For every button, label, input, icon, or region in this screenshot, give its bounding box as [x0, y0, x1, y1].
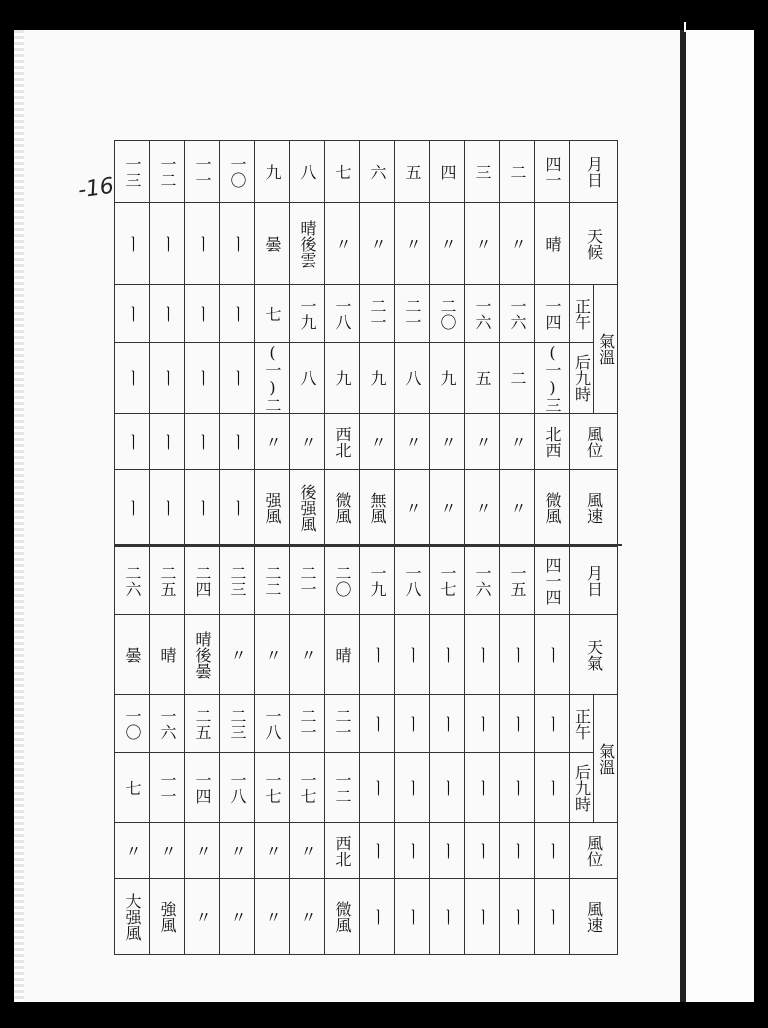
wind-speed-cell: 強風	[150, 879, 185, 955]
temp-9pm-cell: 八	[290, 343, 325, 414]
temp-noon-cell: 一〇	[115, 695, 150, 753]
day-cell: 一七	[430, 547, 465, 615]
table-row	[115, 879, 618, 955]
wind-direction-cell: ㅣ	[465, 823, 500, 879]
weather-cell: 晴	[535, 203, 570, 285]
wind-direction-cell: 西北	[325, 414, 360, 470]
wind-direction-cell: ㅣ	[430, 823, 465, 879]
day-cell: 二六	[115, 547, 150, 615]
wind-direction-cell: 北西	[535, 414, 570, 470]
temp-9pm-cell: 七	[115, 753, 150, 823]
wind-speed-cell: ㅣ	[360, 879, 395, 955]
temp-9pm-cell: 八	[395, 343, 430, 414]
table-row	[115, 753, 618, 823]
weather-cell: ㅣ	[185, 203, 220, 285]
day-cell: 一〇	[220, 141, 255, 203]
temp-9pm-cell: ㅣ	[500, 753, 535, 823]
temp-noon-cell: 二一	[395, 285, 430, 343]
weather-cell: 〃	[395, 203, 430, 285]
day-cell: 一八	[395, 547, 430, 615]
temp-9pm-cell: ㅣ	[430, 753, 465, 823]
wind-speed-cell: ㅣ	[115, 470, 150, 546]
wind-speed-cell: 〃	[185, 879, 220, 955]
temp-9pm-cell: 二	[500, 343, 535, 414]
temp-9pm-cell: 九	[360, 343, 395, 414]
table-row	[115, 343, 618, 414]
wind-direction-cell: 〃	[360, 414, 395, 470]
weather-cell: ㅣ	[220, 203, 255, 285]
weather-cell: ㅣ	[535, 615, 570, 695]
header-wind-direction-cell: 風位	[570, 823, 618, 879]
wind-speed-cell: 微風	[325, 879, 360, 955]
weather-cell: 曇	[115, 615, 150, 695]
spine-mark	[684, 22, 686, 32]
wind-speed-cell: ㅣ	[220, 470, 255, 546]
header-temperature: 氣溫	[594, 695, 618, 823]
weather-cell: ㅣ	[430, 615, 465, 695]
weather-cell: ㅣ	[465, 615, 500, 695]
weather-cell: ㅣ	[395, 615, 430, 695]
day-cell: 一九	[360, 547, 395, 615]
weather-cell: 〃	[290, 615, 325, 695]
wind-direction-cell: 〃	[220, 823, 255, 879]
header-wind-speed-cell: 風速	[570, 879, 618, 955]
temp-9pm-cell: (一)二	[255, 343, 290, 414]
wind-direction-cell: ㅣ	[150, 414, 185, 470]
wind-direction-cell: 〃	[255, 823, 290, 879]
day-cell: 二四	[185, 547, 220, 615]
wind-direction-cell: 〃	[395, 414, 430, 470]
temp-9pm-cell: 一七	[255, 753, 290, 823]
day-cell: 一二	[150, 141, 185, 203]
wind-direction-cell: ㅣ	[500, 823, 535, 879]
day-cell: 二〇	[325, 547, 360, 615]
temp-noon-cell: 二一	[360, 285, 395, 343]
day-cell: 二三	[220, 547, 255, 615]
wind-speed-cell: 〃	[220, 879, 255, 955]
temp-9pm-cell: ㅣ	[220, 343, 255, 414]
wind-direction-cell: 〃	[430, 414, 465, 470]
table-row	[115, 141, 618, 203]
temp-noon-cell: 一六	[500, 285, 535, 343]
day-cell: 三	[465, 141, 500, 203]
header-temperature: 氣溫	[594, 285, 618, 414]
wind-speed-cell: 〃	[255, 879, 290, 955]
wind-direction-cell: 〃	[115, 823, 150, 879]
temp-noon-cell: 二三	[220, 695, 255, 753]
wind-speed-cell: ㅣ	[535, 879, 570, 955]
table-row	[115, 547, 618, 615]
facing-page	[686, 30, 754, 1002]
temp-noon-cell: ㅣ	[360, 695, 395, 753]
header-wind-speed-cell: 風速	[570, 470, 618, 546]
wind-direction-cell: 〃	[255, 414, 290, 470]
wind-direction-cell: 〃	[290, 414, 325, 470]
day-cell: 八	[290, 141, 325, 203]
day-cell: 四	[430, 141, 465, 203]
temp-noon-cell: 二一	[290, 695, 325, 753]
header-temp-noon-cell: 正午	[570, 695, 594, 753]
temp-noon-cell: ㅣ	[500, 695, 535, 753]
temp-noon-cell: 七	[255, 285, 290, 343]
temp-noon-cell: 一八	[255, 695, 290, 753]
wind-direction-cell: ㅣ	[185, 414, 220, 470]
temp-9pm-cell: 一二	[325, 753, 360, 823]
weather-cell: ㅣ	[500, 615, 535, 695]
temp-noon-cell: ㅣ	[395, 695, 430, 753]
temp-9pm-cell: 九	[430, 343, 465, 414]
wind-direction-cell: 〃	[150, 823, 185, 879]
day-cell: 四一	[535, 141, 570, 203]
temp-9pm-cell: 五	[465, 343, 500, 414]
wind-speed-cell: 微風	[325, 470, 360, 546]
wind-speed-cell: ㅣ	[430, 879, 465, 955]
wind-speed-cell: 無風	[360, 470, 395, 546]
temp-noon-cell: ㅣ	[220, 285, 255, 343]
wind-direction-cell: 〃	[185, 823, 220, 879]
weather-cell: ㅣ	[150, 203, 185, 285]
day-cell: 二	[500, 141, 535, 203]
weather-cell: 〃	[465, 203, 500, 285]
day-cell: 一三	[115, 141, 150, 203]
temp-noon-cell: ㅣ	[185, 285, 220, 343]
wind-speed-cell: 强風	[255, 470, 290, 546]
header-temp-9pm-cell: 后九時	[570, 343, 594, 414]
header-day-cell: 月日	[570, 141, 618, 203]
wind-direction-cell: ㅣ	[360, 823, 395, 879]
wind-speed-cell: 〃	[395, 470, 430, 546]
temp-noon-cell: 一六	[150, 695, 185, 753]
wind-speed-cell: ㅣ	[185, 470, 220, 546]
temp-9pm-cell: 一七	[290, 753, 325, 823]
weather-cell: 〃	[500, 203, 535, 285]
temp-noon-cell: 二〇	[430, 285, 465, 343]
weather-cell: 〃	[220, 615, 255, 695]
temp-9pm-cell: ㅣ	[115, 343, 150, 414]
wind-speed-cell: ㅣ	[465, 879, 500, 955]
wind-direction-cell: ㅣ	[220, 414, 255, 470]
weather-cell: 晴後曇	[185, 615, 220, 695]
page-number: -16	[76, 173, 116, 204]
wind-speed-cell: 〃	[290, 879, 325, 955]
wind-speed-cell: ㅣ	[500, 879, 535, 955]
temp-noon-cell: ㅣ	[150, 285, 185, 343]
header-weather-cell: 天氣	[570, 615, 618, 695]
temp-noon-cell: 一八	[325, 285, 360, 343]
page-edge	[14, 30, 24, 1002]
temp-noon-cell: 二五	[185, 695, 220, 753]
temp-9pm-cell: 一四	[185, 753, 220, 823]
temp-noon-cell: 二一	[325, 695, 360, 753]
wind-speed-cell: 後强風	[290, 470, 325, 546]
temp-9pm-cell: 一八	[220, 753, 255, 823]
weather-cell: 晴	[150, 615, 185, 695]
day-cell: 一五	[500, 547, 535, 615]
day-cell: 九	[255, 141, 290, 203]
weather-table-bottom	[114, 546, 618, 955]
weather-cell: ㅣ	[360, 615, 395, 695]
wind-direction-cell: 西北	[325, 823, 360, 879]
wind-speed-cell: 〃	[500, 470, 535, 546]
header-day-cell: 月日	[570, 547, 618, 615]
temp-noon-cell: 一九	[290, 285, 325, 343]
temp-noon-cell: ㅣ	[115, 285, 150, 343]
weather-cell: 〃	[255, 615, 290, 695]
header-temp-9pm-cell: 后九時	[570, 753, 594, 823]
weather-cell: 〃	[430, 203, 465, 285]
wind-direction-cell: 〃	[500, 414, 535, 470]
day-cell: 五	[395, 141, 430, 203]
weather-cell: 〃	[325, 203, 360, 285]
header-wind-direction-cell: 風位	[570, 414, 618, 470]
temp-9pm-cell: ㅣ	[185, 343, 220, 414]
wind-speed-cell: 微風	[535, 470, 570, 546]
day-cell: 二五	[150, 547, 185, 615]
table-row	[115, 414, 618, 470]
wind-speed-cell: 大强風	[115, 879, 150, 955]
weather-cell: 曇	[255, 203, 290, 285]
wind-direction-cell: 〃	[465, 414, 500, 470]
weather-cell: 晴後雲	[290, 203, 325, 285]
temp-noon-cell: ㅣ	[465, 695, 500, 753]
temp-noon-cell: ㅣ	[535, 695, 570, 753]
table-row	[115, 470, 618, 546]
temp-9pm-cell: ㅣ	[150, 343, 185, 414]
temp-9pm-cell: ㅣ	[465, 753, 500, 823]
table-row	[115, 203, 618, 285]
temp-9pm-cell: 一一	[150, 753, 185, 823]
wind-direction-cell: ㅣ	[395, 823, 430, 879]
weather-cell: 〃	[360, 203, 395, 285]
weather-cell: ㅣ	[115, 203, 150, 285]
header-weather-cell: 天候	[570, 203, 618, 285]
table-row	[115, 823, 618, 879]
temp-9pm-cell: ㅣ	[395, 753, 430, 823]
header-temp-noon-cell: 正午	[570, 285, 594, 343]
temp-9pm-cell: (一)三	[535, 343, 570, 414]
temp-noon-cell: 一四	[535, 285, 570, 343]
wind-speed-cell: 〃	[465, 470, 500, 546]
table-row	[115, 285, 618, 343]
wind-direction-cell: ㅣ	[115, 414, 150, 470]
wind-speed-cell: 〃	[430, 470, 465, 546]
temp-9pm-cell: 九	[325, 343, 360, 414]
day-cell: 六	[360, 141, 395, 203]
weather-cell: 晴	[325, 615, 360, 695]
day-cell: 二一	[290, 547, 325, 615]
day-cell: 七	[325, 141, 360, 203]
wind-speed-cell: ㅣ	[395, 879, 430, 955]
day-cell: 一一	[185, 141, 220, 203]
day-cell: 一六	[465, 547, 500, 615]
temp-9pm-cell: ㅣ	[535, 753, 570, 823]
temp-9pm-cell: ㅣ	[360, 753, 395, 823]
day-cell: 四一四	[535, 547, 570, 615]
weather-table-top	[114, 140, 618, 546]
wind-direction-cell: 〃	[290, 823, 325, 879]
temp-noon-cell: ㅣ	[430, 695, 465, 753]
temp-noon-cell: 一六	[465, 285, 500, 343]
table-row	[115, 615, 618, 695]
wind-speed-cell: ㅣ	[150, 470, 185, 546]
table-row	[115, 695, 618, 753]
day-cell: 二二	[255, 547, 290, 615]
wind-direction-cell: ㅣ	[535, 823, 570, 879]
